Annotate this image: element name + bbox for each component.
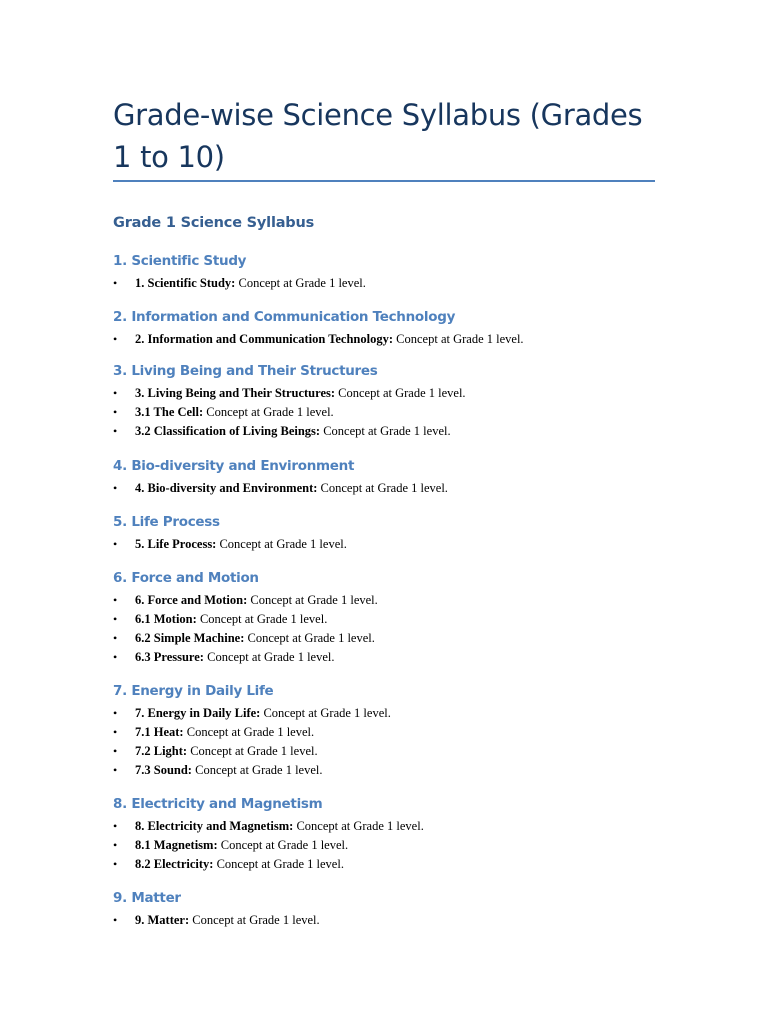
bullet-icon: •: [113, 405, 118, 419]
section-heading: 6. Force and Motion: [113, 570, 259, 586]
section-item-list: [113, 817, 713, 874]
list-item: [113, 855, 713, 874]
item-text: Concept at Grade 1 level.: [213, 857, 344, 871]
item-label: 6.3 Pressure:: [135, 650, 204, 664]
list-item: [113, 742, 713, 761]
list-item: [113, 761, 713, 780]
bullet-icon: •: [113, 838, 118, 852]
list-item: [113, 817, 713, 836]
section-heading: 2. Information and Communication Technology: [113, 309, 456, 325]
item-text: Concept at Grade 1 level.: [203, 650, 335, 664]
item-label: 7. Energy in Daily Life:: [135, 706, 261, 720]
item-label: 3. Living Being and Their Structures:: [135, 386, 336, 400]
item-label: 8. Electricity and Magnetism:: [135, 819, 294, 833]
bullet-icon: •: [113, 763, 118, 777]
bullet-icon: •: [113, 332, 118, 346]
list-item: [113, 535, 713, 554]
list-item: [113, 384, 713, 403]
list-item: [113, 330, 713, 349]
section-heading: 3. Living Being and Their Structures: [113, 363, 378, 379]
item-label: 6. Force and Motion:: [135, 593, 248, 607]
section-scientific-study: [113, 252, 713, 293]
item-text: Concept at Grade 1 level.: [187, 744, 318, 758]
section-item-list: [113, 479, 713, 498]
item-label: 9. Matter:: [135, 913, 190, 927]
bullet-icon: •: [113, 276, 118, 290]
list-item: [113, 629, 713, 648]
item-text: Concept at Grade 1 level.: [183, 725, 315, 739]
item-text: Concept at Grade 1 level.: [247, 593, 378, 607]
item-text: Concept at Grade 1 level.: [189, 913, 320, 927]
section-heading: 4. Bio-diversity and Environment: [113, 458, 355, 474]
section-heading: 7. Energy in Daily Life: [113, 683, 274, 699]
bullet-icon: •: [113, 913, 118, 927]
item-label: 7.1 Heat:: [135, 725, 184, 739]
item-label: 8.2 Electricity:: [135, 857, 214, 871]
list-item: [113, 704, 713, 723]
section-living-beings: [113, 362, 713, 441]
bullet-icon: •: [113, 819, 118, 833]
item-text: Concept at Grade 1 level.: [191, 763, 323, 777]
bullet-icon: •: [113, 612, 118, 626]
section-energy: [113, 682, 713, 780]
section-electricity-magnetism: [113, 795, 713, 874]
section-item-list: [113, 704, 713, 780]
section-item-list: [113, 591, 713, 667]
bullet-icon: •: [113, 631, 118, 645]
item-text: Concept at Grade 1 level.: [216, 537, 347, 551]
bullet-icon: •: [113, 537, 118, 551]
section-ict: [113, 308, 713, 349]
bullet-icon: •: [113, 650, 118, 664]
item-label: 6.2 Simple Machine:: [135, 631, 245, 645]
item-label: 3.1 The Cell:: [135, 405, 204, 419]
section-item-list: [113, 274, 713, 293]
section-item-list: [113, 384, 713, 441]
list-item: [113, 479, 713, 498]
bullet-icon: •: [113, 857, 118, 871]
item-label: 7.3 Sound:: [135, 763, 192, 777]
section-force-and-motion: [113, 569, 713, 667]
item-text: Concept at Grade 1 level.: [317, 481, 448, 495]
bullet-icon: •: [113, 744, 118, 758]
item-text: Concept at Grade 1 level.: [196, 612, 328, 626]
item-label: 7.2 Light:: [135, 744, 188, 758]
item-label: 5. Life Process:: [135, 537, 217, 551]
list-item: [113, 274, 713, 293]
bullet-icon: •: [113, 481, 118, 495]
section-biodiversity: [113, 457, 713, 498]
section-item-list: [113, 535, 713, 554]
list-item: [113, 648, 713, 667]
section-heading: 8. Electricity and Magnetism: [113, 796, 323, 812]
item-label: 4. Bio-diversity and Environment:: [135, 481, 318, 495]
item-label: 8.1 Magnetism:: [135, 838, 218, 852]
section-heading: 1. Scientific Study: [113, 253, 247, 269]
item-text: Concept at Grade 1 level.: [320, 424, 451, 438]
item-text: Concept at Grade 1 level.: [260, 706, 391, 720]
item-text: Concept at Grade 1 level.: [335, 386, 466, 400]
section-life-process: [113, 513, 713, 554]
item-text: Concept at Grade 1 level.: [244, 631, 375, 645]
list-item: [113, 591, 713, 610]
item-text: Concept at Grade 1 level.: [217, 838, 349, 852]
list-item: [113, 610, 713, 629]
item-label: 3.2 Classification of Living Beings:: [135, 424, 321, 438]
bullet-icon: •: [113, 386, 118, 400]
document-title: Grade-wise Science Syllabus (Grades 1 to 10): [113, 98, 643, 174]
item-label: 1. Scientific Study:: [135, 276, 236, 290]
list-item: [113, 422, 713, 441]
bullet-icon: •: [113, 593, 118, 607]
grade-heading: Grade 1 Science Syllabus: [113, 215, 315, 231]
title-underline-rule: [113, 180, 655, 182]
item-label: 2. Information and Communication Technology:: [135, 332, 394, 346]
item-label: 6.1 Motion:: [135, 612, 197, 626]
bullet-icon: •: [113, 706, 118, 720]
list-item: [113, 723, 713, 742]
section-matter: [113, 889, 713, 930]
list-item: [113, 836, 713, 855]
item-text: Concept at Grade 1 level.: [235, 276, 366, 290]
item-text: Concept at Grade 1 level.: [203, 405, 334, 419]
bullet-icon: •: [113, 424, 118, 438]
item-text: Concept at Grade 1 level.: [393, 332, 524, 346]
section-heading: 5. Life Process: [113, 514, 220, 530]
bullet-icon: •: [113, 725, 118, 739]
list-item: [113, 403, 713, 422]
section-item-list: [113, 911, 713, 930]
section-heading: 9. Matter: [113, 890, 181, 906]
list-item: [113, 911, 713, 930]
section-item-list: [113, 330, 713, 349]
item-text: Concept at Grade 1 level.: [293, 819, 424, 833]
